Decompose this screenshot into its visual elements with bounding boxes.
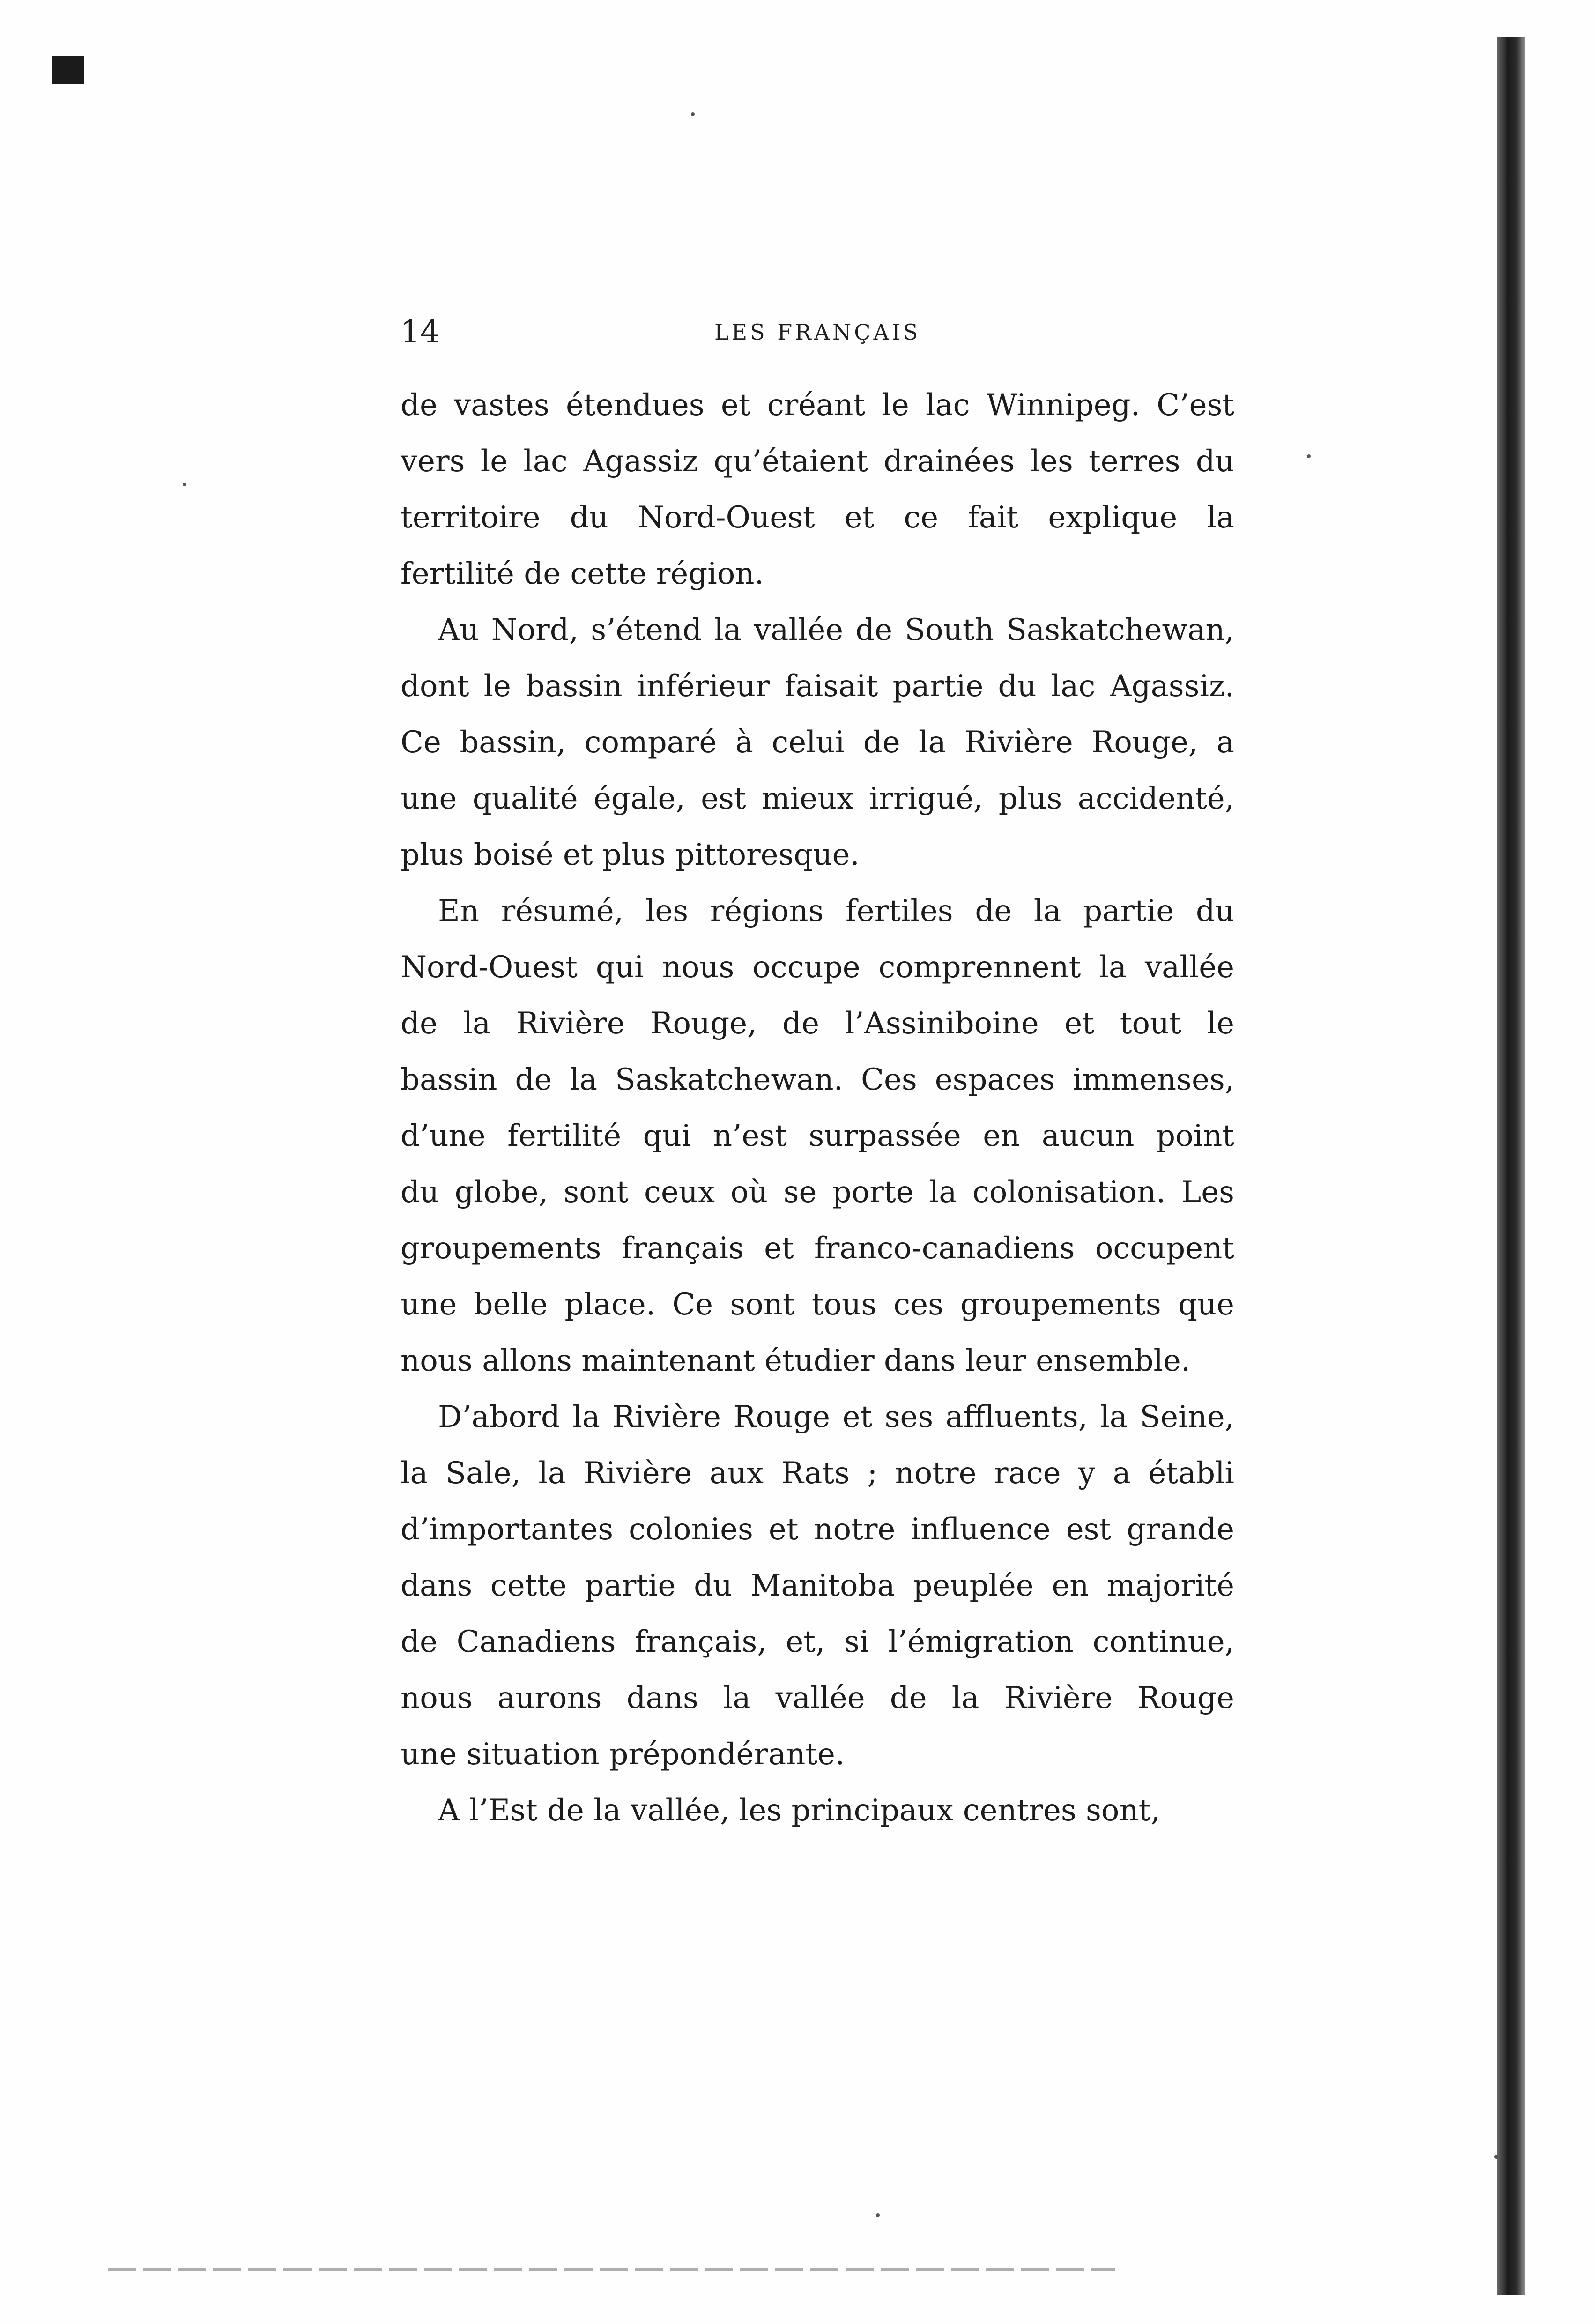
text-line: A l’Est de la vallée, les principaux centres sont, <box>438 1793 1160 1828</box>
text-line: vers le lac Agassiz qu’étaient drainées les terres du <box>401 444 1234 479</box>
text-line: nous allons maintenant étudier dans leur ensemble. <box>401 1344 1191 1378</box>
text-line: Ce bassin, comparé à celui de la Rivière Rouge, a <box>401 725 1234 760</box>
paragraph <box>401 602 1234 883</box>
text-line: la Sale, la Rivière aux Rats ; notre race y a établi <box>401 1456 1234 1491</box>
bottom-rule <box>108 2268 1115 2271</box>
page-header <box>401 309 1234 361</box>
text-line: bassin de la Saskatchewan. Ces espaces immenses, <box>401 1062 1234 1097</box>
paragraph <box>401 883 1234 1389</box>
text-line: une belle place. Ce sont tous ces groupements que <box>401 1287 1234 1322</box>
text-line: En résumé, les régions fertiles de la partie du <box>438 894 1234 928</box>
scan-speck <box>183 483 186 486</box>
scan-corner-mark <box>52 56 84 84</box>
text-line: une qualité égale, est mieux irrigué, plus accidenté, <box>401 781 1234 816</box>
text-line: une situation prépondérante. <box>401 1737 845 1772</box>
text-line: de Canadiens français, et, si l’émigration continue, <box>401 1625 1234 1659</box>
text-line: plus boisé et plus pittoresque. <box>401 838 860 872</box>
paragraph <box>401 1389 1234 1782</box>
text-line: fertilité de cette région. <box>401 557 764 591</box>
scan-speck <box>691 112 695 116</box>
text-line: du globe, sont ceux où se porte la colonisation. Les <box>401 1175 1234 1210</box>
text-line: D’abord la Rivière Rouge et ses affluents, la Seine, <box>438 1400 1234 1434</box>
text-line: nous aurons dans la vallée de la Rivière Rouge <box>401 1681 1234 1715</box>
paragraph <box>401 1782 1234 1839</box>
scan-speck <box>1307 454 1311 458</box>
text-line: Nord-Ouest qui nous occupe comprennent la vallée <box>401 950 1234 985</box>
page-number: 14 <box>401 314 440 350</box>
text-line: de la Rivière Rouge, de l’Assiniboine et tout le <box>401 1006 1234 1041</box>
scan-speck <box>876 2213 880 2217</box>
text-line: dans cette partie du Manitoba peuplée en majorité <box>401 1568 1234 1603</box>
text-line: dont le bassin inférieur faisait partie du lac Agassiz. <box>401 669 1234 704</box>
scan-speck <box>1494 2155 1498 2159</box>
body-text <box>401 377 1234 1839</box>
text-line: Au Nord, s’étend la vallée de South Saskatchewan, <box>438 613 1234 647</box>
text-line: d’une fertilité qui n’est surpassée en aucun point <box>401 1119 1234 1153</box>
binding-edge-shadow <box>1497 37 1525 2295</box>
paragraph <box>401 377 1234 602</box>
running-title: LES FRANÇAIS <box>714 319 921 345</box>
text-line: d’importantes colonies et notre influence est grande <box>401 1512 1234 1547</box>
text-line: de vastes étendues et créant le lac Winnipeg. C’est <box>401 388 1234 423</box>
text-line: groupements français et franco-canadiens occupent <box>401 1231 1234 1266</box>
text-line: territoire du Nord-Ouest et ce fait explique la <box>401 500 1234 535</box>
